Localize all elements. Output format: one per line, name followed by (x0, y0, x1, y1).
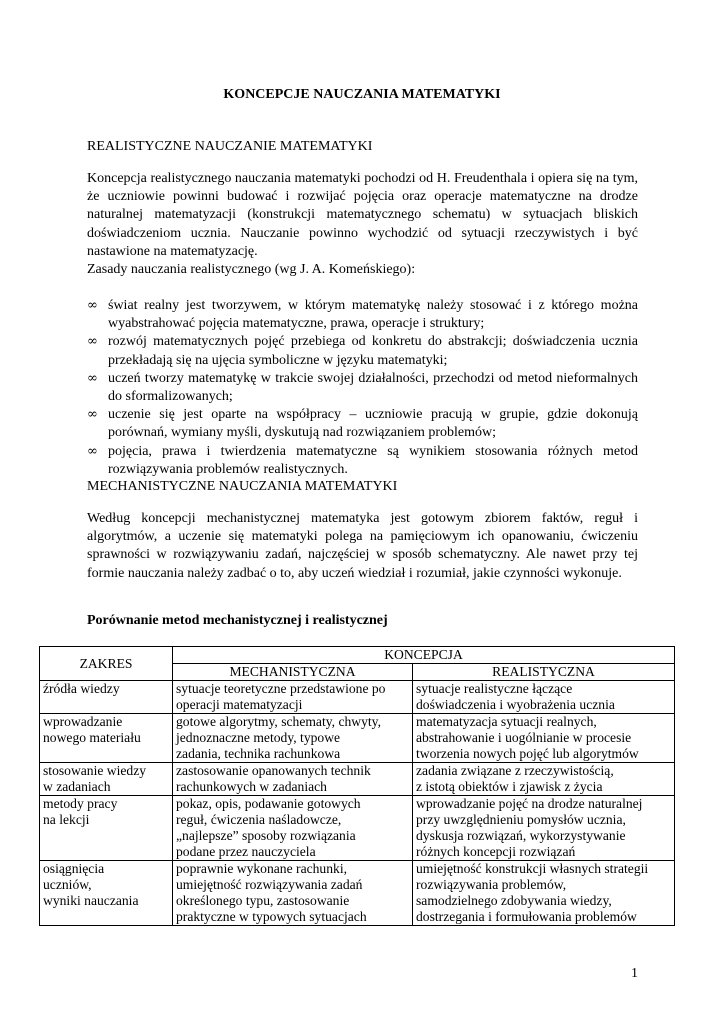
cell-line: określonego typu, zastosowanie (176, 893, 350, 908)
table-cell-realistic (413, 714, 675, 763)
list-item: ∞ uczenie się jest oparte na współpracy – uczniowie pracują w grupie, gdzie dokonują porównań, wymiany myśli, dyskutują nad rozwiązaniem problemów; (87, 407, 638, 441)
table-body (40, 681, 675, 926)
cell-line: abstrahowanie i uogólnianie w procesie (416, 730, 632, 745)
table-row (40, 861, 675, 926)
cell-line: reguł, ćwiczenia naśladowcze, (176, 812, 342, 827)
cell-line: sytuacje teoretyczne przedstawione po (176, 681, 386, 696)
table-cell-mechanistic (173, 861, 413, 926)
comparison-table (39, 646, 675, 926)
list-item: ∞ uczeń tworzy matematykę w trakcie swojej działalności, przechodzi od metod nieformalnych do sformalizowanych; (87, 370, 638, 405)
table-row (40, 796, 675, 861)
mechanistic-paragraph-text: Według koncepcji mechanistycznej matematyka jest gotowym zbiorem faktów, reguł i algorytmów, a uczenie się matematyki polega na pamięciowym ich opanowaniu, ćwiczeniu sprawności w rozwiązywaniu zadań, najczęściej w sposób schematyczny. Ale nawet przy tej formie nauczania należy zadbać o to, aby uczeń wiedział i rozumiał, jakie czynności wykonuje. (87, 511, 638, 581)
cell-line: źródła wiedzy (43, 681, 120, 696)
cell-line: matematyzacja sytuacji realnych, (416, 714, 597, 729)
cell-line: dostrzegania i formułowania problemów (416, 909, 637, 924)
mechanistic-paragraph (87, 510, 638, 583)
cell-line: wyniki nauczania (43, 893, 139, 908)
table-cell-mechanistic (173, 796, 413, 861)
list-item: ∞ pojęcia, prawa i twierdzenia matematyczne są wynikiem stosowania różnych metod rozwiązywania problemów realistycznych. (87, 443, 638, 477)
cell-line: poprawnie wykonane rachunki, (176, 861, 347, 876)
list-item: ∞ świat realny jest tworzywem, w którym matematykę należy stosować i z którego można wyabstrahować pojęcia matematyczne, prawa, operacje i struktury; (87, 298, 638, 332)
cell-line: zadania związane z rzeczywistością, (416, 763, 614, 778)
table-cell-realistic (413, 796, 675, 861)
cell-line: umiejętność rozwiązywania zadań (176, 877, 363, 892)
table-cell-scope (40, 714, 173, 763)
cell-line: rozwiązywania problemów, (416, 877, 567, 892)
cell-line: z istotą obiektów i zjawisk z życia (416, 779, 603, 794)
comparison-caption: Porównanie metod mechanistycznej i realistycznej (87, 613, 388, 628)
header-realistic: REALISTYCZNA (413, 664, 675, 681)
infinity-bullet-icon: ∞ (87, 370, 98, 386)
table-cell-scope (40, 763, 173, 796)
principles-list (87, 297, 638, 479)
cell-line: zadania, technika rachunkowa (176, 746, 341, 761)
cell-line: metody pracy (43, 796, 118, 811)
table-cell-scope (40, 796, 173, 861)
realistic-paragraph (87, 170, 638, 261)
cell-line: przy uwzględnieniu pomysłów ucznia, (416, 812, 626, 827)
cell-line: tworzenia nowych pojęć lub algorytmów (416, 746, 639, 761)
cell-line: doświadczenia i wyobrażenia ucznia (416, 697, 615, 712)
infinity-bullet-icon: ∞ (87, 443, 98, 459)
section-heading-realistic: REALISTYCZNE NAUCZANIE MATEMATYKI (87, 139, 373, 154)
cell-line: nowego materiału (43, 730, 141, 745)
table-cell-realistic (413, 861, 675, 926)
header-scope: ZAKRES (40, 647, 173, 681)
table-cell-mechanistic (173, 714, 413, 763)
cell-line: na lekcji (43, 812, 90, 827)
cell-line: osiągnięcia (43, 861, 105, 876)
table-row (40, 763, 675, 796)
cell-line: stosowanie wiedzy (43, 763, 147, 778)
cell-line: gotowe algorytmy, schematy, chwyty, (176, 714, 381, 729)
cell-line: „najlepsze” sposoby rozwiązania (176, 828, 356, 843)
table-row (40, 681, 675, 714)
infinity-bullet-icon: ∞ (87, 334, 98, 350)
cell-line: zastosowanie opanowanych technik (176, 763, 371, 778)
section-heading-mechanistic: MECHANISTYCZNE NAUCZANIA MATEMATYKI (87, 479, 398, 494)
table-cell-realistic (413, 681, 675, 714)
infinity-bullet-icon: ∞ (87, 407, 98, 423)
cell-line: podane przez nauczyciela (176, 844, 316, 859)
cell-line: umiejętność konstrukcji własnych strategii (416, 861, 649, 876)
table-cell-mechanistic (173, 763, 413, 796)
principles-intro: Zasady nauczania realistycznego (wg J. A. Komeńskiego): (87, 262, 416, 277)
table-cell-realistic (413, 763, 675, 796)
table-header-row (40, 647, 675, 664)
table-row (40, 714, 675, 763)
cell-line: rachunkowych w zadaniach (176, 779, 327, 794)
cell-line: w zadaniach (43, 779, 111, 794)
cell-line: samodzielnego zdobywania wiedzy, (416, 893, 612, 908)
header-concept: KONCEPCJA (173, 647, 675, 664)
infinity-bullet-icon: ∞ (87, 298, 98, 313)
cell-line: jednoznaczne metody, typowe (176, 730, 341, 745)
cell-line: dyskusja rozwiązań, wykorzystywanie (416, 828, 626, 843)
cell-line: praktyczne w typowych sytuacjach (176, 909, 367, 924)
cell-line: pokaz, opis, podawanie gotowych (176, 796, 361, 811)
page-number: 1 (631, 966, 638, 981)
document-title: KONCEPCJE NAUCZANIA MATEMATYKI (223, 87, 501, 102)
table-cell-mechanistic (173, 681, 413, 714)
header-mechanistic: MECHANISTYCZNA (173, 664, 413, 681)
table-cell-scope (40, 681, 173, 714)
cell-line: uczniów, (43, 877, 92, 892)
cell-line: wprowadzanie (43, 714, 123, 729)
cell-line: operacji matematyzacji (176, 697, 303, 712)
list-item: ∞ rozwój matematycznych pojęć przebiega od konkretu do abstrakcji; doświadczenia ucznia przekładają się na ujęcia symboliczne w języku matematyki; (87, 334, 638, 368)
cell-line: sytuacje realistyczne łączące (416, 681, 573, 696)
table-cell-scope (40, 861, 173, 926)
cell-line: różnych koncepcji rozwiązań (416, 844, 576, 859)
realistic-paragraph-text: Koncepcja realistycznego nauczania matematyki pochodzi od H. Freudenthala i opiera się na tym, że uczniowie powinni budować i rozwijać pojęcia oraz operacje matematyczne na drodze naturalnej matematyzacji (konstrukcji matematycznego schematu) w sytuacjach bliskich doświadczeniom ucznia. Nauczanie powinno wychodzić od sytuacji rzeczywistych i być nastawione na matematyzację. (87, 171, 638, 259)
cell-line: wprowadzanie pojęć na drodze naturalnej (416, 796, 643, 811)
